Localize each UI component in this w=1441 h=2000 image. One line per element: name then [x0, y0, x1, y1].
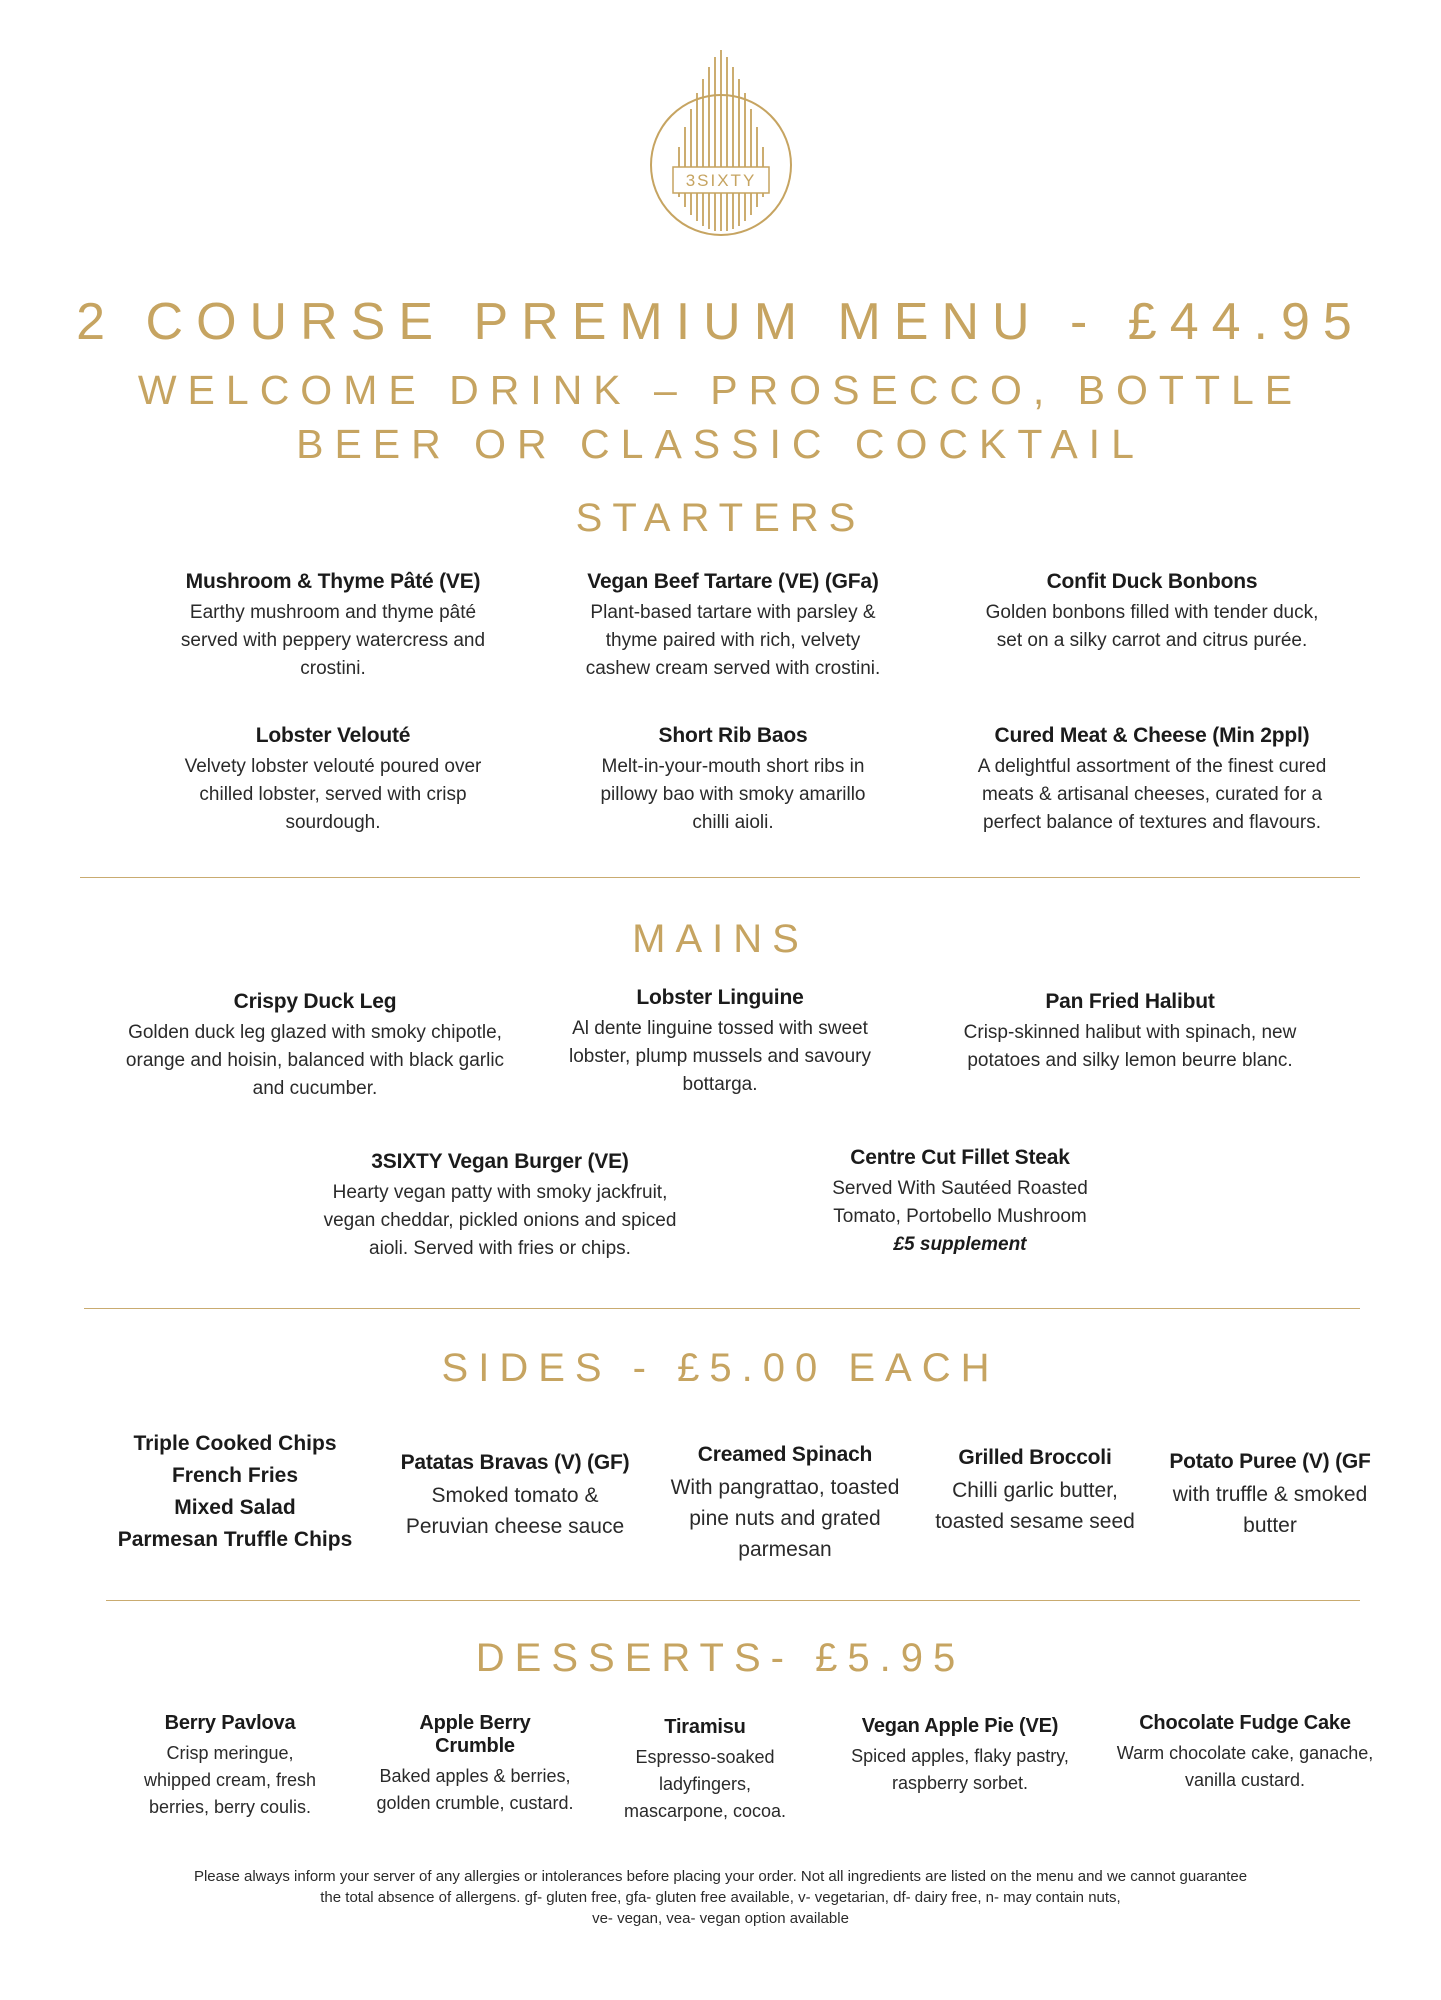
sides-heading: SIDES - £5.00 EACH: [441, 1346, 1000, 1390]
item-title: Centre Cut Fillet Steak: [850, 1146, 1070, 1169]
item-description: Served With Sautéed Roasted Tomato, Portobello Mushroom: [832, 1178, 1088, 1227]
item-description: Velvety lobster velouté poured over chilled lobster, served with crisp sourdough.: [184, 756, 482, 833]
welcome-drink-line2: BEER OR CLASSIC COCKTAIL: [296, 421, 1145, 467]
brand-logo: [641, 45, 801, 240]
item-description: Melt-in-your-mouth short ribs in pillowy bao with smoky amarillo chilli aioli.: [600, 756, 866, 833]
starter-item: [563, 724, 903, 837]
logo-text: 3SIXTY: [685, 171, 757, 190]
item-title: Patatas Bravas (V) (GF): [400, 1451, 630, 1474]
item-description: Golden bonbons filled with tender duck, set on a silky carrot and citrus purée.: [985, 602, 1319, 651]
item-title: Pan Fried Halibut: [1045, 990, 1215, 1013]
welcome-drink-line1: WELCOME DRINK – PROSECCO, BOTTLE: [137, 367, 1304, 413]
item-title: 3SIXTY Vegan Burger (VE): [371, 1150, 629, 1173]
section-divider: [80, 877, 1360, 878]
main-item: [100, 990, 530, 1103]
allergen-disclaimer: Please always inform your server of any allergies or intolerances before placing your order. Not all ingredients are listed on the menu and we cannot guarantee the total absence of allergens. gf- gluten free, gfa- gluten free available, v- vegetarian, df- dairy free, n- may contain nuts, ve- vegan, vea- vegan option available: [193, 1868, 1248, 1927]
item-description: Warm chocolate cake, ganache, vanilla custard.: [1116, 1743, 1374, 1790]
section-divider: [106, 1600, 1360, 1601]
item-description: Hearty vegan patty with smoky jackfruit, vegan cheddar, pickled onions and spiced aioli. Served with fries or chips.: [323, 1182, 677, 1259]
main-item: [300, 1150, 700, 1263]
item-description: With pangrattao, toasted pine nuts and grated parmesan: [670, 1476, 900, 1561]
item-title: Vegan Apple Pie (VE): [861, 1715, 1059, 1737]
item-title: Vegan Beef Tartare (VE) (GFa): [587, 570, 879, 593]
item-title: Crispy Duck Leg: [233, 990, 397, 1013]
item-description: A delightful assortment of the finest cured meats & artisanal cheeses, curated for a perfect balance of textures and flavours.: [977, 756, 1327, 833]
item-title: Berry Pavlova: [164, 1712, 296, 1734]
side-chip-item: French Fries: [171, 1464, 299, 1487]
item-title: Grilled Broccoli: [958, 1446, 1112, 1469]
item-description: Earthy mushroom and thyme pâté served with peppery watercress and crostini.: [180, 602, 486, 679]
dessert-item: [825, 1715, 1095, 1797]
item-title: Short Rib Baos: [658, 724, 808, 747]
side-item: [655, 1443, 915, 1565]
side-chip-item: Mixed Salad: [174, 1496, 296, 1519]
item-title: Mushroom & Thyme Pâté (VE): [185, 570, 481, 593]
main-item: [545, 986, 895, 1099]
main-item: [800, 1146, 1120, 1259]
item-title: Confit Duck Bonbons: [1046, 570, 1258, 593]
3sixty-logo-icon: [641, 45, 801, 240]
starter-item: [962, 570, 1342, 655]
desserts-heading: DESSERTS- £5.95: [475, 1636, 966, 1680]
item-description: Baked apples & berries, golden crumble, custard.: [376, 1766, 574, 1813]
dessert-item: [110, 1712, 350, 1821]
starter-item: [962, 724, 1342, 837]
item-description: Spiced apples, flaky pastry, raspberry sorbet.: [851, 1746, 1069, 1793]
section-divider: [84, 1308, 1360, 1309]
menu-title: 2 COURSE PREMIUM MENU - £44.95: [76, 293, 1365, 351]
starters-heading: STARTERS: [575, 496, 866, 540]
item-title: Potato Puree (V) (GF: [1169, 1450, 1371, 1473]
side-item: [1155, 1450, 1385, 1541]
starter-item: [563, 570, 903, 683]
item-description: Espresso-soaked ladyfingers, mascarpone, cocoa.: [623, 1747, 787, 1821]
side-item: [920, 1446, 1150, 1537]
starter-item: [163, 724, 503, 837]
item-description: Chilli garlic butter, toasted sesame seed: [935, 1479, 1135, 1533]
item-title: Chocolate Fudge Cake: [1139, 1712, 1351, 1734]
item-title: Lobster Linguine: [636, 986, 804, 1009]
item-description: Crisp-skinned halibut with spinach, new potatoes and silky lemon beurre blanc.: [963, 1022, 1297, 1071]
item-title: Tiramisu: [664, 1716, 746, 1738]
starter-item: [163, 570, 503, 683]
item-description: Golden duck leg glazed with smoky chipotle, orange and hoisin, balanced with black garlic and cucumber.: [125, 1022, 505, 1099]
item-description: Al dente linguine tossed with sweet lobster, plump mussels and savoury bottarga.: [568, 1018, 872, 1095]
item-title: Apple Berry Crumble: [419, 1712, 531, 1757]
dessert-item: [1100, 1712, 1390, 1794]
dessert-item: [355, 1712, 595, 1817]
item-description: Plant-based tartare with parsley & thyme paired with rich, velvety cashew cream served with crostini.: [585, 602, 881, 679]
supplement-note: £5 supplement: [893, 1234, 1027, 1255]
item-description: Crisp meringue, whipped cream, fresh berries, berry coulis.: [143, 1743, 317, 1817]
item-description: Smoked tomato & Peruvian cheese sauce: [405, 1484, 625, 1538]
chips-list: [110, 1428, 360, 1556]
side-chip-item: Triple Cooked Chips: [133, 1432, 337, 1455]
item-title: Lobster Velouté: [255, 724, 411, 747]
mains-heading: MAINS: [632, 917, 809, 961]
side-chip-item: Parmesan Truffle Chips: [117, 1528, 353, 1551]
side-item: [385, 1451, 645, 1542]
item-title: Cured Meat & Cheese (Min 2ppl): [994, 724, 1310, 747]
main-item: [940, 990, 1320, 1075]
dessert-item: [590, 1716, 820, 1825]
item-description: with truffle & smoked butter: [1172, 1483, 1368, 1537]
item-title: Creamed Spinach: [697, 1443, 873, 1466]
